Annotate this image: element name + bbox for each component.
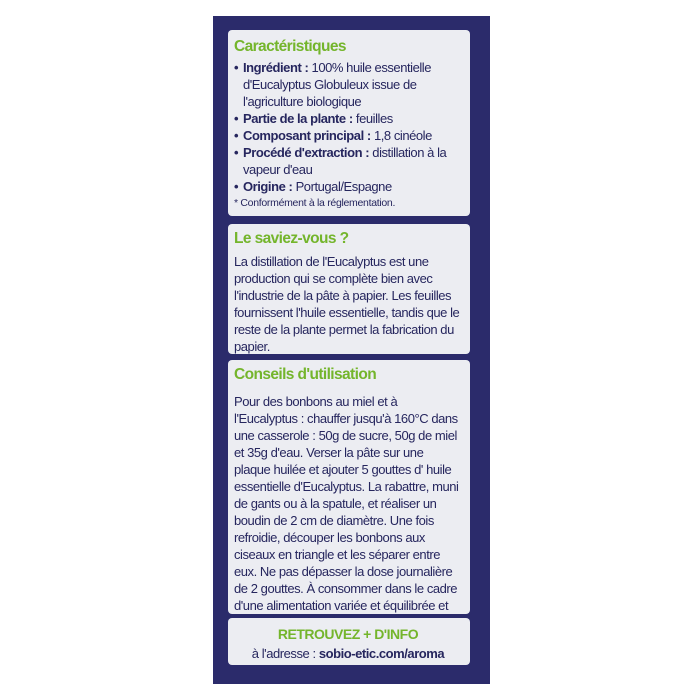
item-value: feuilles bbox=[352, 111, 393, 126]
bullet-icon: • bbox=[234, 128, 239, 143]
list-item bbox=[234, 144, 462, 178]
bullet-icon: • bbox=[234, 145, 239, 160]
list-item bbox=[234, 127, 462, 144]
more-info-section bbox=[228, 618, 470, 665]
website-line bbox=[234, 645, 462, 662]
item-label: Procédé d'extraction : bbox=[243, 145, 370, 160]
item-value: 100% huile essentielle d'Eucalyptus Globuleux issue de l'agriculture biologique bbox=[243, 60, 432, 109]
item-label: Partie de la plante : bbox=[243, 111, 353, 126]
item-label: Origine : bbox=[243, 179, 293, 194]
list-item bbox=[234, 59, 462, 110]
item-value: 1,8 cinéole bbox=[370, 128, 432, 143]
bullet-icon: • bbox=[234, 111, 239, 126]
characteristics-list bbox=[234, 59, 462, 195]
item-label: Composant principal : bbox=[243, 128, 371, 143]
regulation-note: * Conformément à la réglementation. bbox=[234, 197, 396, 209]
did-you-know-text: La distillation de l'Eucalyptus est une production qui se complète bien avec l'industrie de la pâte à papier. Les feuilles fournissent l'huile essentielle, tandis que le reste de la plante permet la fabrication du papier. bbox=[234, 254, 460, 354]
item-label: Ingrédient : bbox=[243, 60, 309, 75]
characteristics-section bbox=[228, 30, 470, 216]
address-prefix: à l'adresse : bbox=[251, 646, 316, 661]
usage-heading: Conseils d'utilisation bbox=[234, 366, 377, 383]
list-item bbox=[234, 110, 462, 127]
usage-section bbox=[228, 360, 470, 614]
bullet-icon: • bbox=[234, 60, 239, 75]
usage-text: Pour des bonbons au miel et à l'Eucalyptus : chauffer jusqu'à 160°C dans une casserole : 50g de sucre, 50g de miel et 35g d'eau. Verser la pâte sur une plaque huilée et ajouter 5 gouttes d' huile essentielle d'Eucalyptus. La rabattre, muni de gants ou à la spatule, et réaliser un boudin de 2 cm de diamètre. Une fois refroidie, découper les bonbons aux ciseaux en triangle et les séparer entre eux. Ne pas dépasser la dose journalière de 2 gouttes. À consommer dans le cadre d'une alimentation variée et équilibrée et bbox=[234, 394, 459, 613]
website-link[interactable]: sobio-etic.com/aroma bbox=[318, 646, 445, 661]
bullet-icon: • bbox=[234, 179, 239, 194]
item-value: distillation à la vapeur d'eau bbox=[243, 145, 447, 177]
more-info-heading: RETROUVEZ + D'INFO bbox=[277, 626, 419, 642]
item-value: Portugal/Espagne bbox=[292, 179, 392, 194]
did-you-know-heading: Le saviez-vous ? bbox=[234, 230, 349, 247]
did-you-know-section bbox=[228, 224, 470, 354]
list-item bbox=[234, 178, 462, 195]
characteristics-heading: Caractéristiques bbox=[234, 38, 346, 55]
